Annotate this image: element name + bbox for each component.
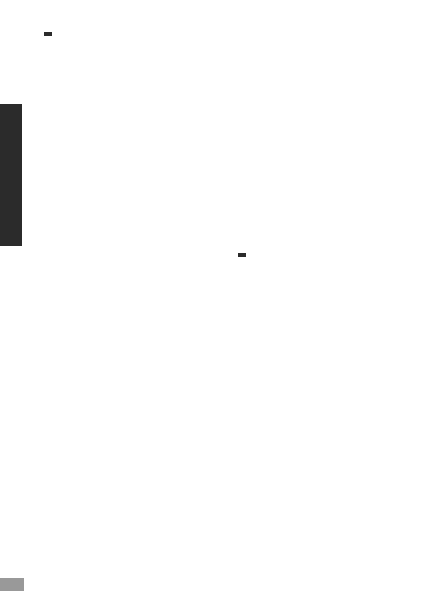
side-tab (0, 104, 22, 246)
section-header-box (44, 32, 52, 36)
section-header-box (238, 253, 246, 257)
page-number-box (0, 578, 24, 591)
